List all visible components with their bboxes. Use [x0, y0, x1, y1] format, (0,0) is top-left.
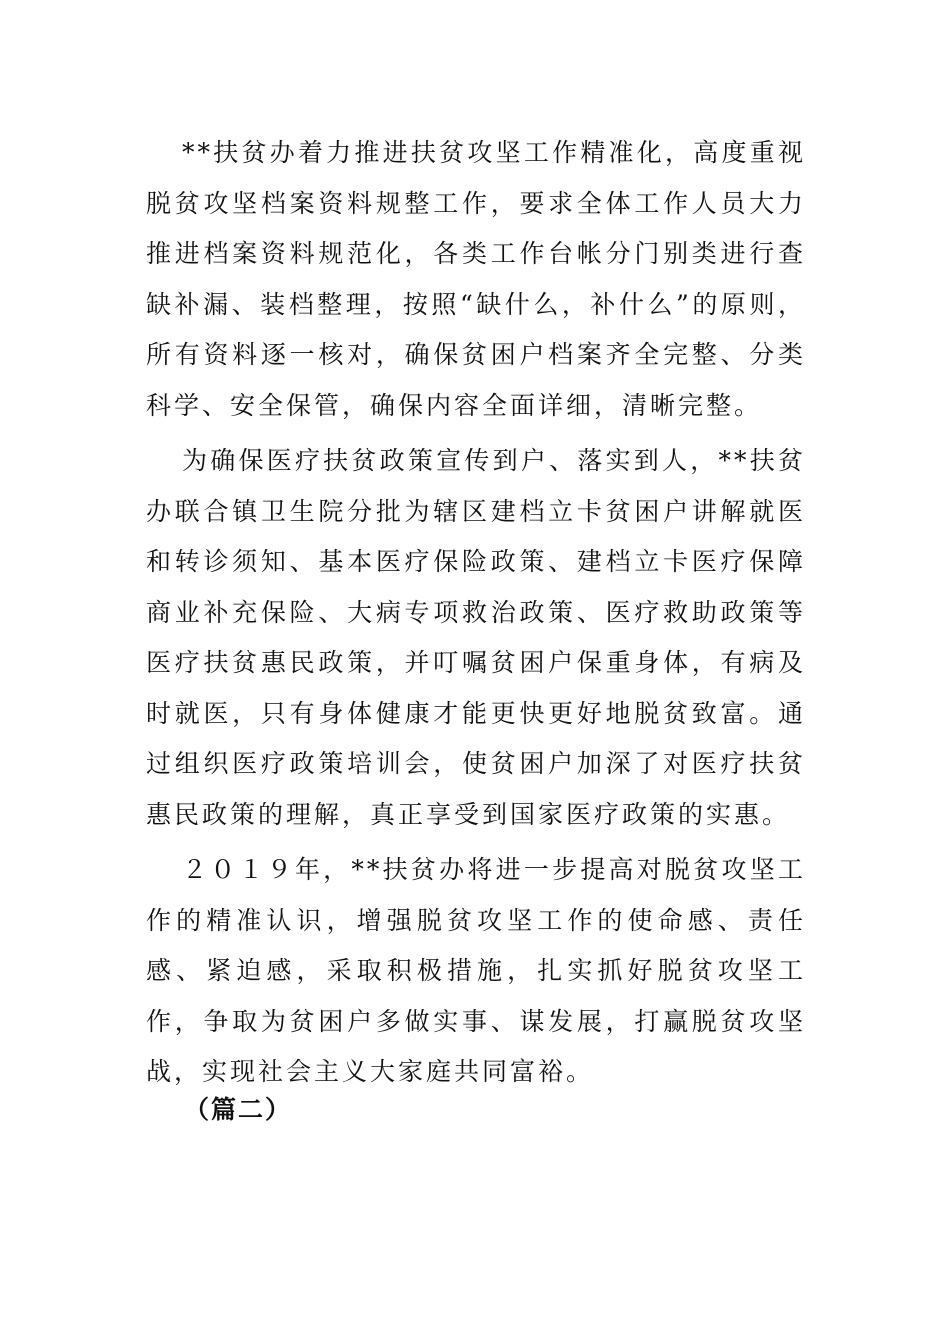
paragraph-2019-plan: ２０１９年，**扶贫办将进一步提高对脱贫攻坚工作的精准认识，增强脱贫攻坚工作的使命感、责任感、紧迫感，采取积极措施，扎实抓好脱贫攻坚工作，争取为贫困户多做实事、谋发展，打赢脱贫攻坚战，实现社会主义大家庭共同富裕。 [146, 855, 806, 1086]
paragraph-archives: **扶贫办着力推进扶贫攻坚工作精准化，高度重视脱贫攻坚档案资料规整工作，要求全体工作人员大力推进档案资料规范化，各类工作台帐分门别类进行查缺补漏、装档整理，按照“缺什么，补什么”的原则，所有资料逐一核对，确保贫困户档案齐全完整、分类科学、安全保管，确保内容全面详细，清晰完整。 [146, 138, 806, 420]
paragraph-medical-policy: 为确保医疗扶贫政策宣传到户、落实到人，**扶贫办联合镇卫生院分批为辖区建档立卡贫困户讲解就医和转诊须知、基本医疗保险政策、建档立卡医疗保障商业补充保险、大病专项救治政策、医疗救助政策等医疗扶贫惠民政策，并叮嘱贫困户保重身体，有病及时就医，只有身体健康才能更快更好地脱贫致富。通过组织医疗政策培训会，使贫困户加深了对医疗扶贫惠民政策的理解，真正享受到国家医疗政策的实惠。 [146, 446, 806, 829]
document-body [146, 128, 806, 1103]
section-heading: （篇二） [184, 1095, 293, 1124]
